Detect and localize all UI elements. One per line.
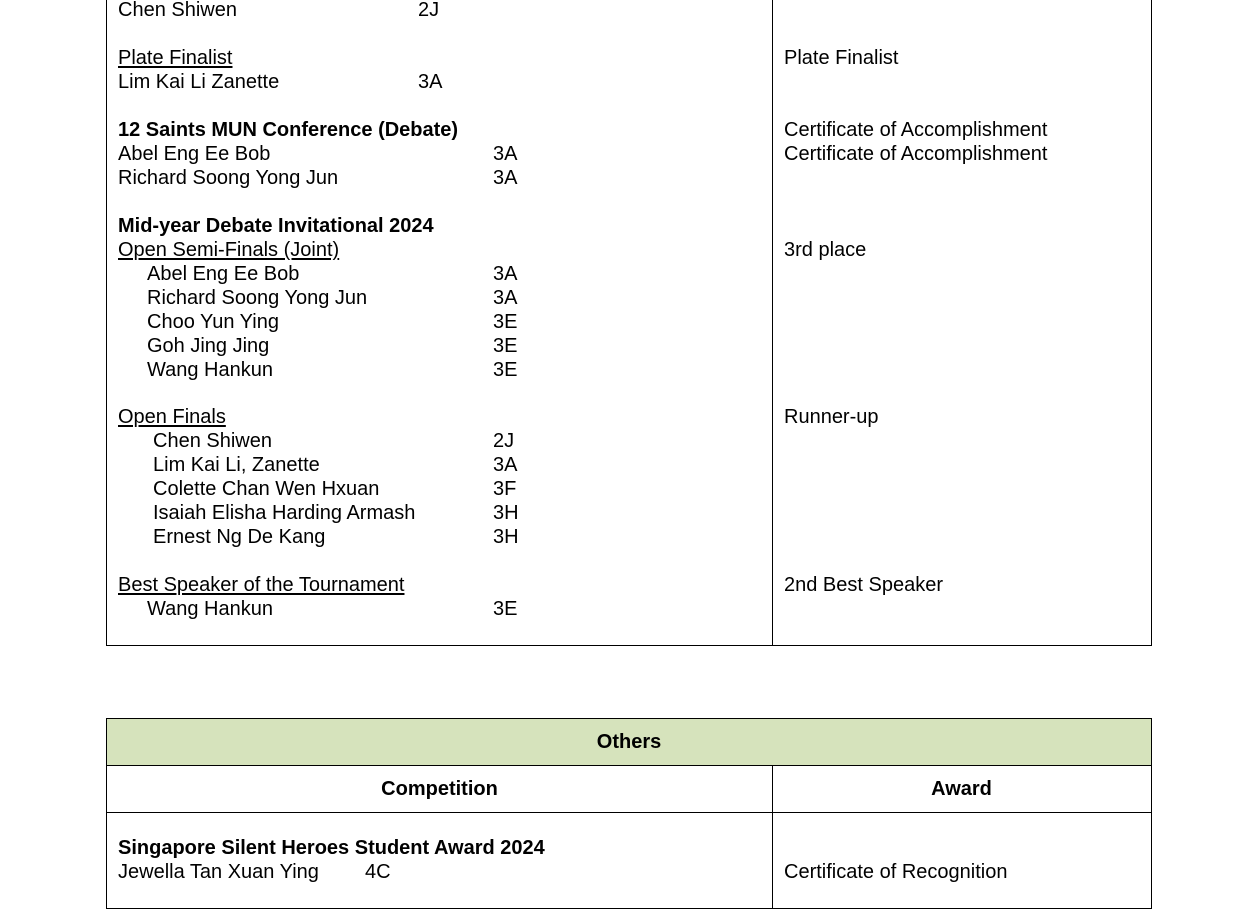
student-name: Colette Chan Wen Hxuan: [153, 478, 380, 500]
table-title-text: Others: [596, 730, 662, 753]
student-class: 3H: [493, 526, 519, 548]
student-name: Goh Jing Jing: [147, 335, 270, 357]
competition-title: Singapore Silent Heroes Student Award 2024: [118, 837, 545, 859]
student-class: 3F: [493, 478, 517, 500]
student-class: 3A: [493, 263, 518, 285]
student-class: 3A: [493, 454, 518, 476]
category-heading: Open Finals: [118, 406, 226, 428]
student-class: 3E: [493, 598, 518, 620]
column-header-award: [772, 766, 1151, 813]
student-name: Chen Shiwen: [118, 0, 237, 21]
student-name: Wang Hankun: [147, 359, 273, 381]
student-name: Lim Kai Li, Zanette: [153, 454, 320, 476]
student-name: Ernest Ng De Kang: [153, 526, 326, 548]
category-heading: Plate Finalist: [118, 47, 233, 69]
award-text: 3rd place: [784, 239, 867, 261]
student-name: Lim Kai Li Zanette: [118, 71, 280, 93]
award-text: Certificate of Accomplishment: [784, 143, 1048, 165]
student-name: Wang Hankun: [147, 598, 273, 620]
category-heading: Best Speaker of the Tournament: [118, 574, 405, 596]
student-name: Isaiah Elisha Harding Armash: [153, 502, 416, 524]
competition-title: Mid-year Debate Invitational 2024: [118, 215, 434, 237]
student-class: 3E: [493, 311, 518, 333]
student-class: 3A: [493, 143, 518, 165]
column-header-competition: [107, 766, 772, 813]
student-class: 4C: [365, 861, 391, 883]
student-name: Choo Yun Ying: [147, 311, 279, 333]
student-name: Richard Soong Yong Jun: [118, 167, 339, 189]
student-name: Richard Soong Yong Jun: [147, 287, 368, 309]
student-class: 3E: [493, 359, 518, 381]
category-heading: Open Semi-Finals (Joint): [118, 239, 340, 261]
table-title: [107, 719, 1151, 766]
award-text: Plate Finalist: [784, 47, 899, 69]
column-header-label: Award: [931, 777, 992, 800]
award-text: 2nd Best Speaker: [784, 574, 943, 596]
student-name: Abel Eng Ee Bob: [118, 143, 271, 165]
achievements-table-debate: [106, 0, 1152, 646]
column-header-label: Competition: [381, 777, 498, 800]
others-table: [106, 718, 1152, 909]
student-class: 2J: [493, 430, 515, 452]
student-class: 2J: [418, 0, 440, 21]
column-divider: [772, 0, 773, 645]
student-class: 3H: [493, 502, 519, 524]
competition-title: 12 Saints MUN Conference (Debate): [118, 119, 459, 141]
student-name: Abel Eng Ee Bob: [147, 263, 300, 285]
student-name: Jewella Tan Xuan Ying: [118, 861, 319, 883]
column-divider: [772, 766, 773, 908]
student-class: 3E: [493, 335, 518, 357]
student-class: 3A: [418, 71, 443, 93]
award-text: Runner-up: [784, 406, 879, 428]
student-class: 3A: [493, 287, 518, 309]
award-text: Certificate of Accomplishment: [784, 119, 1048, 141]
student-class: 3A: [493, 167, 518, 189]
award-text: Certificate of Recognition: [784, 861, 1008, 883]
student-name: Chen Shiwen: [153, 430, 272, 452]
